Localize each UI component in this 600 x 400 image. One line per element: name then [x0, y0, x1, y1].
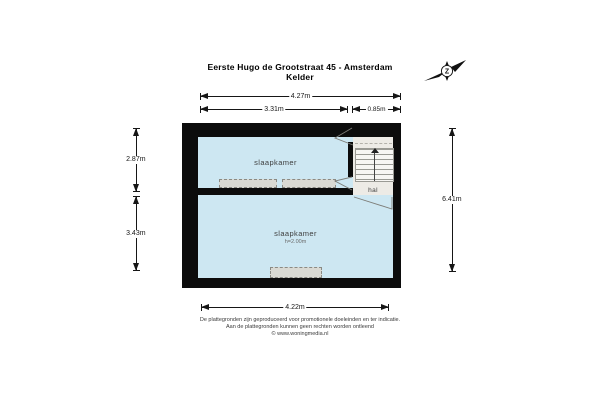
dim-top-right-segment: [352, 106, 401, 113]
door-swing-symbols: [182, 123, 401, 288]
dim-left-upper-label: 2.87m: [126, 156, 146, 163]
title-address: Eerste Hugo de Grootstraat 45 - Amsterdam: [207, 62, 393, 72]
room-bedroom-top-label: slaapkamer: [254, 158, 297, 167]
dim-left-lower: [126, 196, 146, 271]
compass-icon: [424, 57, 466, 87]
dim-left-upper: [126, 128, 146, 192]
dim-right-total-label: 6.41m: [442, 196, 462, 203]
dim-bottom-total-label: 4.22m: [285, 304, 305, 311]
dim-right-total: [442, 128, 462, 272]
disclaimer: [0, 317, 600, 338]
dim-top-left-label: 3.31m: [264, 106, 284, 113]
compass-letter: Z: [444, 68, 450, 76]
disclaimer-line1: De plattegronden zijn geproduceerd voor promotionele doeleinden en ter indicatie.: [199, 317, 401, 323]
dim-top-right-label: 0.85m: [367, 106, 386, 113]
dim-left-lower-label: 3.43m: [126, 229, 146, 237]
dim-top-total-label: 4.27m: [290, 93, 311, 100]
title-floor: Kelder: [286, 72, 314, 82]
dim-top-total: [200, 93, 401, 100]
disclaimer-line2: Aan de plattegronden kunnen geen rechten worden ontleend: [225, 324, 374, 330]
disclaimer-line3: © www.woningmedia.nl: [271, 331, 329, 337]
dim-bottom-total: [201, 304, 389, 311]
room-bedroom-bottom-label: slaapkamer: [274, 228, 317, 238]
dim-top-left-segment: [200, 106, 348, 113]
room-bedroom-bottom-height: h=2.00m: [284, 238, 307, 245]
room-hall-label: hal: [368, 187, 378, 194]
